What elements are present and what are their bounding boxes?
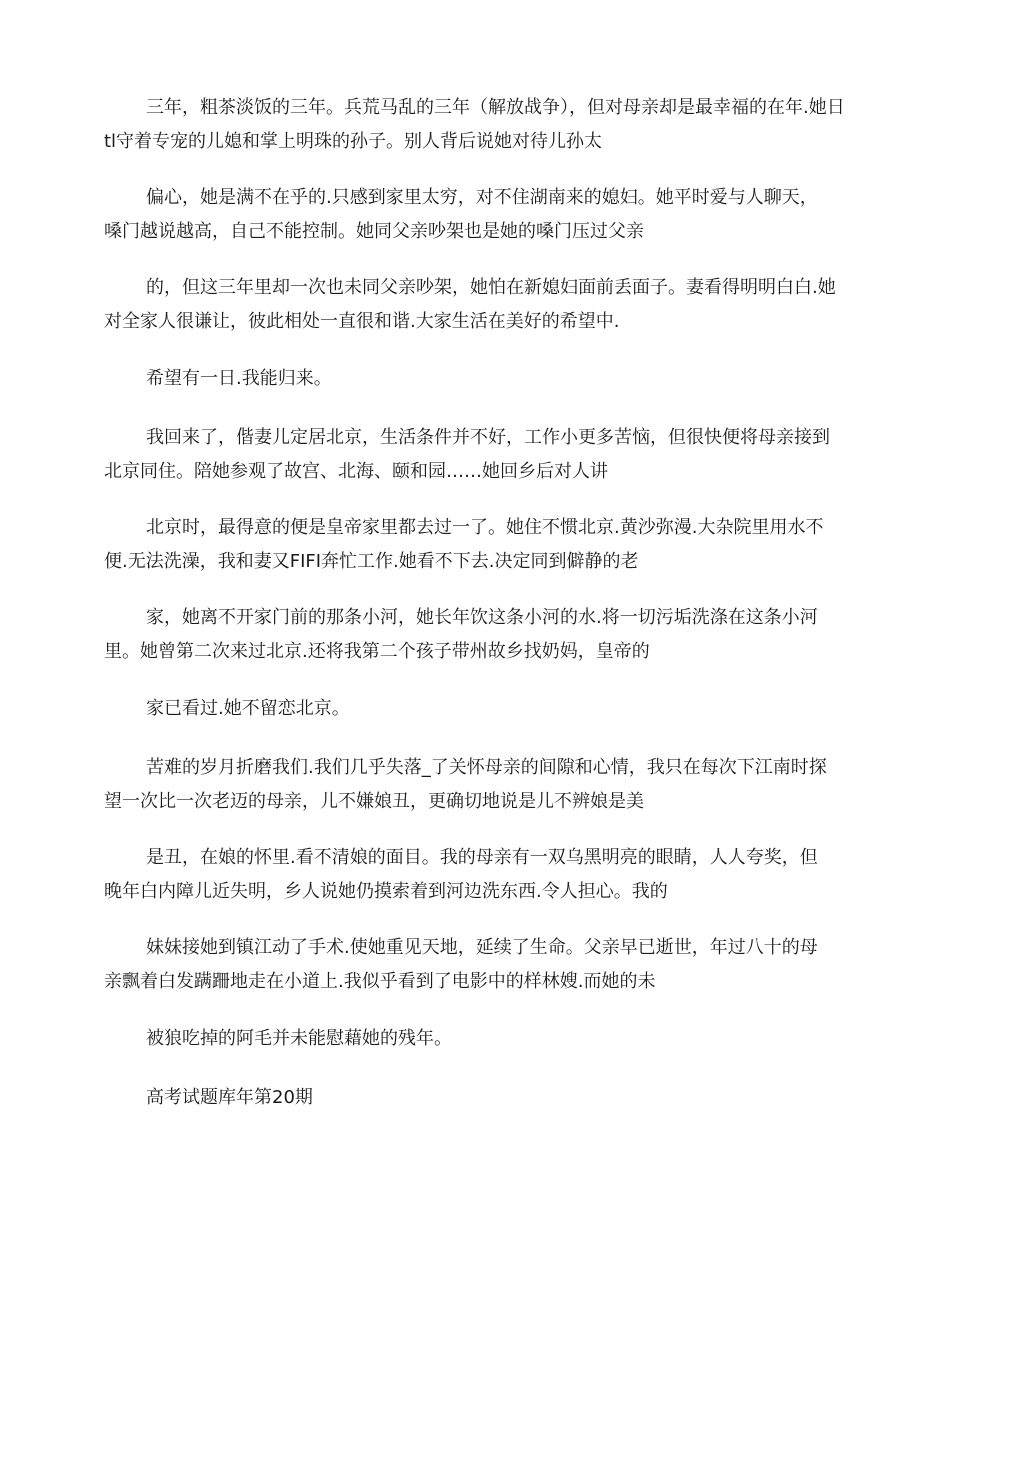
paragraph-line: 里。她曾第二次来过北京.还将我第二个孩子带州故乡找奶妈，皇帝的 bbox=[104, 641, 650, 662]
paragraph-line: tl守着专宠的儿媳和掌上明珠的孙子。别人背后说她对待儿孙太 bbox=[104, 131, 603, 152]
paragraph-line: 对全家人很谦让，彼此相处一直很和谐.大家生活在美好的希望中. bbox=[104, 311, 620, 332]
paragraph-line: 亲飘着白发蹒跚地走在小道上.我似乎看到了电影中的样林嫂.而她的未 bbox=[104, 971, 656, 992]
paragraph-line: 便.无法洗澡，我和妻又FIFI奔忙工作.她看不下去.决定同到僻静的老 bbox=[104, 551, 639, 572]
paragraph-11 bbox=[104, 931, 904, 999]
paragraph-line: 妹妹接她到镇江动了手术.使她重见天地，延续了生命。父亲早已逝世，年过八十的母 bbox=[146, 937, 818, 958]
paragraph-line: 家，她离不开家门前的那条小河，她长年饮这条小河的水.将一切污垢洗涤在这条小河 bbox=[146, 607, 818, 628]
paragraph-line: 是丑，在娘的怀里.看不清娘的面目。我的母亲有一双乌黑明亮的眼睛，人人夸奖，但 bbox=[146, 847, 818, 868]
paragraph-9 bbox=[104, 751, 904, 819]
paragraph-line: 嗓门越说越高，自己不能控制。她同父亲吵架也是她的嗓门压过父亲 bbox=[104, 221, 644, 242]
paragraph-line: 晚年白内障儿近失明，乡人说她仍摸索着到河边洗东西.令人担心。我的 bbox=[104, 881, 668, 902]
paragraph-1 bbox=[104, 91, 904, 159]
paragraph-7 bbox=[104, 601, 904, 669]
paragraph-line: 偏心，她是满不在乎的.只感到家里太穷，对不住湖南来的媳妇。她平时爱与人聊天， bbox=[146, 187, 818, 208]
paragraph-2 bbox=[104, 181, 904, 249]
paragraph-12 bbox=[104, 1022, 904, 1056]
source-line: 高考试题库年第20期 bbox=[146, 1087, 313, 1108]
paragraph-6 bbox=[104, 511, 904, 579]
paragraph-3 bbox=[104, 271, 904, 339]
paragraph-10 bbox=[104, 841, 904, 909]
paragraph-line: 家已看过.她不留恋北京。 bbox=[146, 698, 350, 719]
paragraph-line: 希望有一日.我能归来。 bbox=[146, 368, 332, 389]
paragraph-line: 被狼吃掉的阿毛并未能慰藉她的残年。 bbox=[146, 1028, 452, 1049]
paragraph-line: 三年，粗茶淡饭的三年。兵荒马乱的三年（解放战争），但对母亲却是最幸福的在年.她日 bbox=[146, 97, 845, 118]
paragraph-line: 望一次比一次老迈的母亲，儿不嫌娘丑，更确切地说是儿不辨娘是美 bbox=[104, 791, 644, 812]
paragraph-5 bbox=[104, 421, 904, 489]
paragraph-line: 的，但这三年里却一次也未同父亲吵架，她怕在新媳妇面前丢面子。妻看得明明白白.她 bbox=[146, 277, 836, 298]
paragraph-4 bbox=[104, 362, 904, 396]
paragraph-line: 苦难的岁月折磨我们.我们几乎失落_了关怀母亲的间隙和心情，我只在每次下江南时探 bbox=[146, 757, 827, 778]
paragraph-line: 我回来了，偕妻儿定居北京，生活条件并不好，工作小更多苦恼，但很快便将母亲接到 bbox=[146, 427, 830, 448]
paragraph-line: 北京时，最得意的便是皇帝家里都去过一了。她住不惯北京.黄沙弥漫.大杂院里用水不 bbox=[146, 517, 824, 538]
paragraph-line: 北京同住。陪她参观了故宫、北海、颐和园……她回乡后对人讲 bbox=[104, 461, 608, 482]
source-footer bbox=[104, 1081, 904, 1115]
paragraph-8 bbox=[104, 692, 904, 726]
